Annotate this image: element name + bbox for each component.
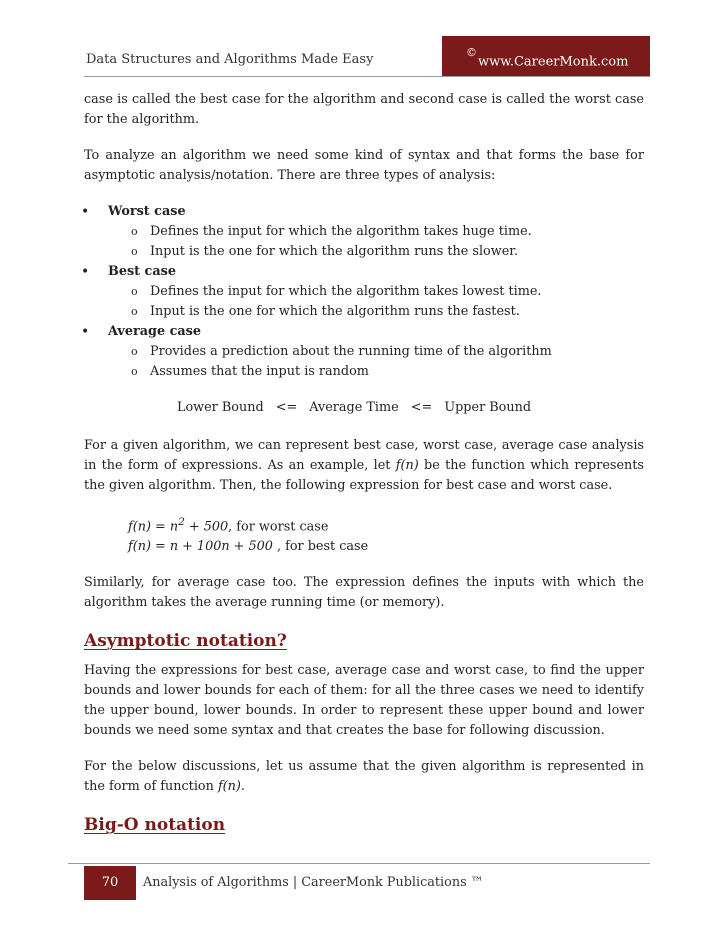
upper-bound-label: Upper Bound (444, 400, 532, 415)
case-detail: Assumes that the input is random (150, 364, 369, 379)
page-content (81, 90, 644, 845)
formula-block (84, 512, 644, 557)
bounds-inequality (84, 398, 644, 418)
case-item-best (81, 262, 644, 322)
case-title: Best case (108, 264, 176, 279)
paragraph-expressions: For a given algorithm, we can represent best case, worst case, average case analysis in the form of expressions. As an example, let f(n) be the function which represents the given algorithm. Then, the following expression for best case and worst case. (84, 438, 644, 493)
bullet-icon: • (81, 324, 90, 340)
circle-bullet-icon: o (131, 225, 138, 238)
function-symbol: f(n) (395, 458, 419, 473)
page-number-box (84, 866, 136, 900)
header-book-title: Data Structures and Algorithms Made Easy (86, 52, 374, 67)
paragraph-bounds: Having the expressions for best case, average case and worst case, to find the upper bounds and lower bounds for each of them: for all the three cases we need to identify the upper bound, lower bounds. In order to represent these upper bound and lower bounds we need some syntax and that creates the base for following discussion. (84, 663, 644, 739)
circle-bullet-icon: o (131, 345, 138, 358)
circle-bullet-icon: o (131, 365, 138, 378)
less-equal-operator: <= (410, 400, 433, 415)
copyright-symbol: © (466, 46, 477, 59)
paragraph-average-case: Similarly, for average case too. The expression defines the inputs with which the algorithm takes the average running time (or memory). (84, 575, 644, 611)
case-list (81, 202, 644, 382)
case-detail: Defines the input for which the algorithm takes huge time. (150, 224, 532, 239)
paragraph-function-assumption: For the below discussions, let us assume that the given algorithm is represented in the form of function f(n). (84, 759, 644, 795)
case-item-worst (81, 202, 644, 262)
page-header (84, 36, 650, 77)
header-website-link[interactable]: www.CareerMonk.com (478, 54, 629, 70)
circle-bullet-icon: o (131, 285, 138, 298)
lower-bound-label: Lower Bound (176, 400, 264, 415)
case-title: Average case (108, 324, 201, 339)
footer-text: Analysis of Algorithms | CareerMonk Publications ™ (143, 875, 484, 890)
paragraph-intro: case is called the best case for the algorithm and second case is called the worst case for the algorithm. (84, 92, 644, 127)
case-detail: Input is the one for which the algorithm runs the fastest. (150, 304, 520, 319)
case-detail: Defines the input for which the algorithm takes lowest time. (150, 284, 542, 299)
case-detail: Input is the one for which the algorithm runs the slower. (150, 244, 519, 259)
function-symbol: f(n) (217, 779, 241, 795)
formula-best-case: f(n) = n + 100n + 500 , for best case (128, 539, 369, 555)
footer-divider (68, 863, 650, 864)
case-detail: Provides a prediction about the running time of the algorithm (150, 344, 552, 359)
case-title: Worst case (108, 204, 186, 219)
less-equal-operator: <= (275, 400, 298, 415)
circle-bullet-icon: o (131, 245, 138, 258)
heading-big-o-notation: Big-O notation (84, 815, 226, 836)
case-item-average (81, 322, 644, 382)
header-website-box (442, 36, 650, 76)
page-number: 70 (101, 875, 119, 890)
paragraph-analysis-types: To analyze an algorithm we need some kind of syntax and that forms the base for asymptotic analysis/notation. There are three types of analysis: (84, 148, 644, 183)
formula-worst-case: $f(n) = n^2 + 500$, for worst case (128, 515, 329, 535)
bullet-icon: • (81, 264, 90, 280)
heading-asymptotic-notation: Asymptotic notation? (84, 631, 287, 652)
circle-bullet-icon: o (131, 305, 138, 318)
bullet-icon: • (81, 204, 90, 220)
average-time-label: Average Time (309, 400, 399, 415)
